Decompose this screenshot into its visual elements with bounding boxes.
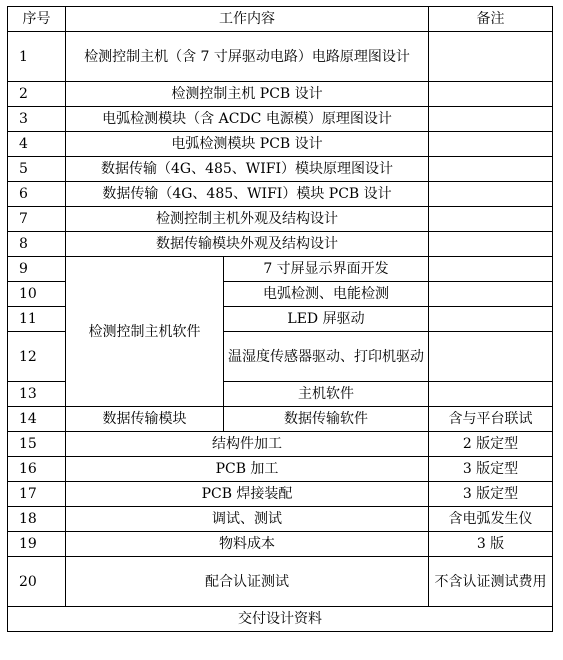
row-remark: [429, 82, 553, 107]
row-seq: 15: [8, 432, 66, 457]
work-content-table: [7, 6, 553, 632]
row-content: 数据传输软件: [224, 407, 429, 432]
row-content: 检测控制主机外观及结构设计: [66, 207, 429, 232]
row-content: 电弧检测模块 PCB 设计: [66, 132, 429, 157]
row-seq: 7: [8, 207, 66, 232]
row-seq: 14: [8, 407, 66, 432]
row-remark: [429, 332, 553, 382]
table-row: [8, 32, 553, 82]
row-content: PCB 焊接装配: [66, 482, 429, 507]
row-remark: [429, 132, 553, 157]
row-remark: 含与平台联试: [429, 407, 553, 432]
row-remark: [429, 257, 553, 282]
row-remark: [429, 182, 553, 207]
table-header-row: [8, 7, 553, 32]
row-remark: [429, 157, 553, 182]
table-row: [8, 257, 553, 282]
row-remark: [429, 107, 553, 132]
table-row: [8, 407, 553, 432]
row-content: 检测控制主机 PCB 设计: [66, 82, 429, 107]
row-remark: [429, 207, 553, 232]
row-seq: 20: [8, 557, 66, 607]
row-remark: 不含认证测试费用: [429, 557, 553, 607]
row-remark: 3 版定型: [429, 457, 553, 482]
row-seq: 3: [8, 107, 66, 132]
table-row: [8, 82, 553, 107]
row-seq: 5: [8, 157, 66, 182]
row-content: 电弧检测、电能检测: [224, 282, 429, 307]
row-remark: 3 版定型: [429, 482, 553, 507]
table-row: [8, 207, 553, 232]
table-row: [8, 557, 553, 607]
row-remark: 含电弧发生仪: [429, 507, 553, 532]
row-group-label: 数据传输模块: [66, 407, 224, 432]
row-remark: [429, 282, 553, 307]
table-footer-row: [8, 607, 553, 632]
row-seq: 13: [8, 382, 66, 407]
row-seq: 8: [8, 232, 66, 257]
row-content: 检测控制主机（含 7 寸屏驱动电路）电路原理图设计: [66, 32, 429, 82]
row-content: LED 屏驱动: [224, 307, 429, 332]
row-seq: 1: [8, 32, 66, 82]
header-seq: 序号: [8, 7, 66, 32]
row-seq: 12: [8, 332, 66, 382]
row-seq: 17: [8, 482, 66, 507]
row-content: 温湿度传感器驱动、打印机驱动: [224, 332, 429, 382]
row-remark: [429, 232, 553, 257]
row-content: 调试、测试: [66, 507, 429, 532]
row-remark: [429, 382, 553, 407]
header-remark: 备注: [429, 7, 553, 32]
row-content: 数据传输模块外观及结构设计: [66, 232, 429, 257]
table-row: [8, 157, 553, 182]
table-row: [8, 532, 553, 557]
row-group-label: 检测控制主机软件: [66, 257, 224, 407]
row-seq: 16: [8, 457, 66, 482]
row-content: PCB 加工: [66, 457, 429, 482]
row-remark: [429, 32, 553, 82]
row-content: 配合认证测试: [66, 557, 429, 607]
row-remark: 3 版: [429, 532, 553, 557]
row-content: 主机软件: [224, 382, 429, 407]
row-seq: 4: [8, 132, 66, 157]
row-seq: 11: [8, 307, 66, 332]
table-row: [8, 432, 553, 457]
row-remark: [429, 307, 553, 332]
row-seq: 10: [8, 282, 66, 307]
row-content: 数据传输（4G、485、WIFI）模块 PCB 设计: [66, 182, 429, 207]
row-content: 数据传输（4G、485、WIFI）模块原理图设计: [66, 157, 429, 182]
table-row: [8, 182, 553, 207]
row-content: 结构件加工: [66, 432, 429, 457]
row-seq: 18: [8, 507, 66, 532]
table-row: [8, 232, 553, 257]
footer-delivery: 交付设计资料: [8, 607, 553, 632]
table-row: [8, 107, 553, 132]
row-seq: 19: [8, 532, 66, 557]
table-row: [8, 482, 553, 507]
row-content: 物料成本: [66, 532, 429, 557]
table-row: [8, 507, 553, 532]
table-row: [8, 132, 553, 157]
row-seq: 2: [8, 82, 66, 107]
row-content: 7 寸屏显示界面开发: [224, 257, 429, 282]
row-content: 电弧检测模块（含 ACDC 电源模）原理图设计: [66, 107, 429, 132]
header-content: 工作内容: [66, 7, 429, 32]
row-seq: 9: [8, 257, 66, 282]
row-remark: 2 版定型: [429, 432, 553, 457]
table-row: [8, 457, 553, 482]
row-seq: 6: [8, 182, 66, 207]
